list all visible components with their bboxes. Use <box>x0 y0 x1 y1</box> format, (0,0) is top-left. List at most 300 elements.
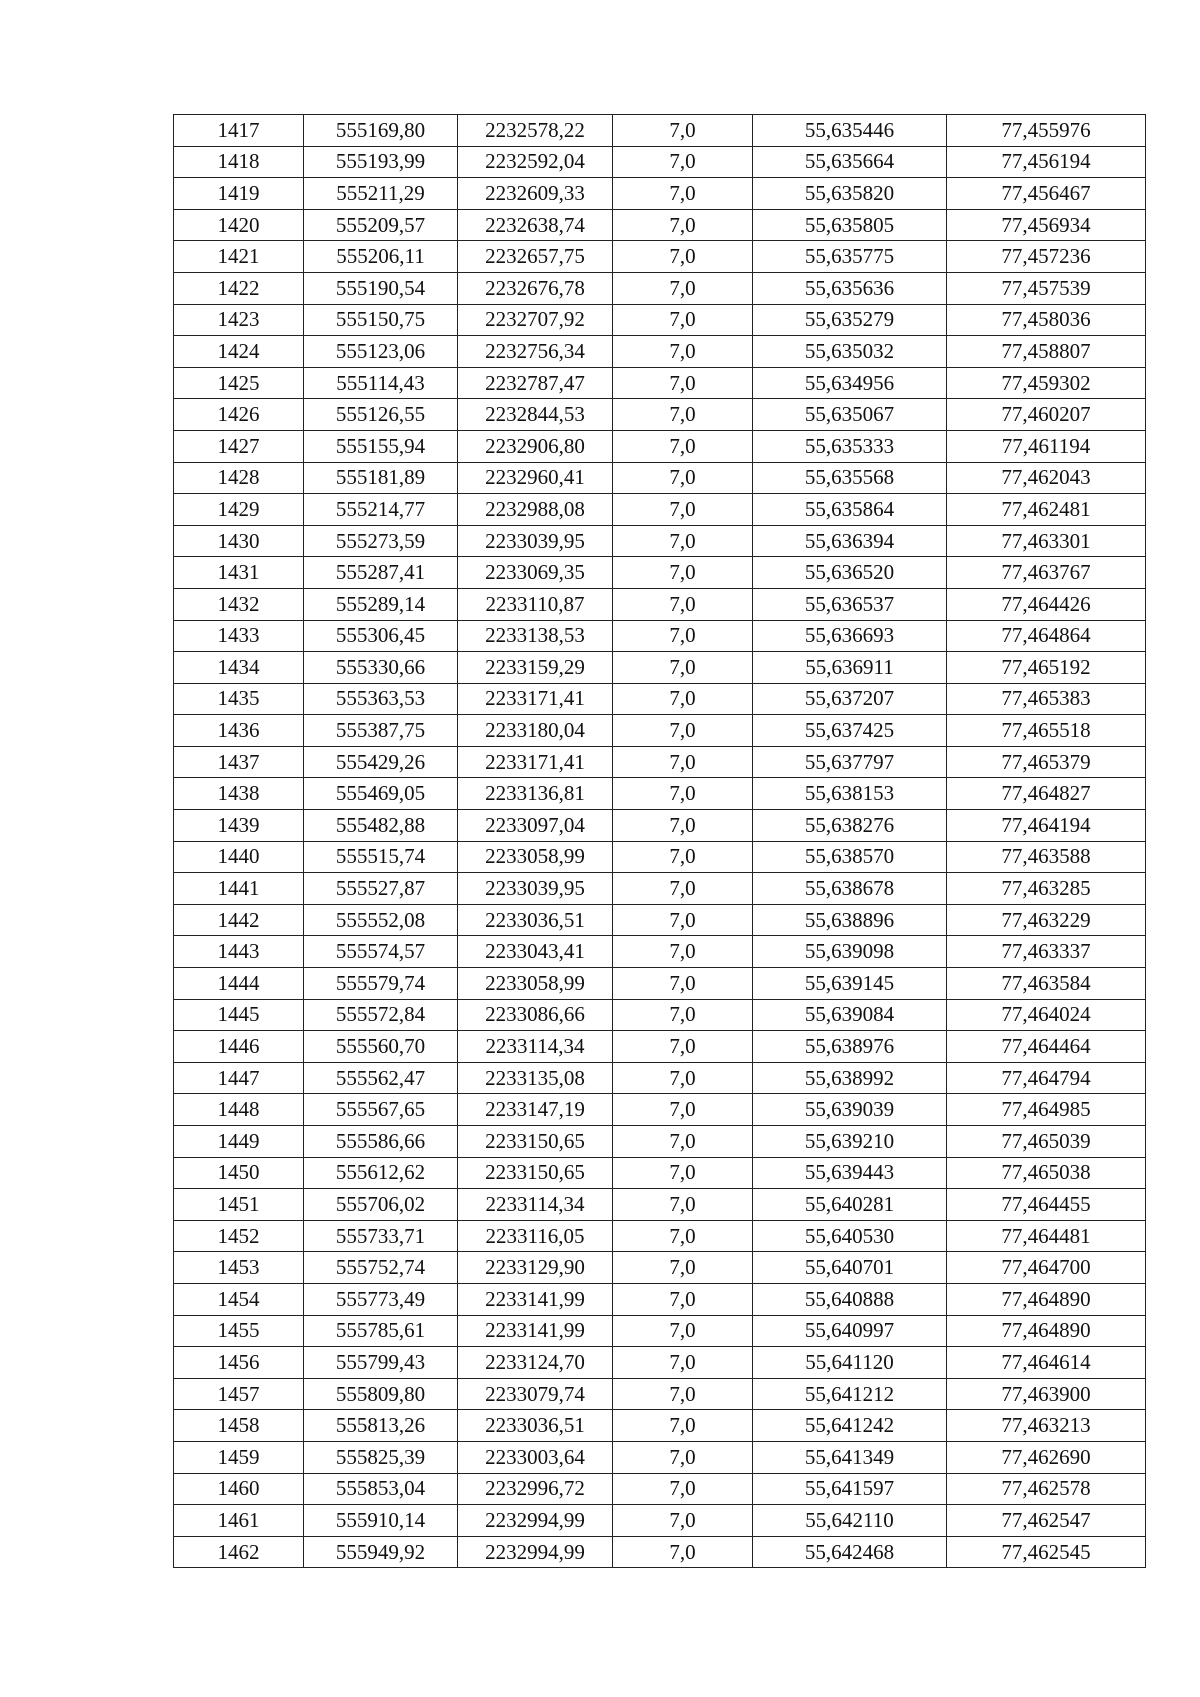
latitude-cell: 55,638153 <box>753 778 947 810</box>
y-coordinate-cell: 2233147,19 <box>458 1094 613 1126</box>
y-coordinate-cell: 2232592,04 <box>458 146 613 178</box>
precision-cell: 7,0 <box>613 399 753 431</box>
point-number-cell: 1441 <box>174 873 304 905</box>
point-number-cell: 1440 <box>174 841 304 873</box>
x-coordinate-cell: 555150,75 <box>304 304 458 336</box>
latitude-cell: 55,639210 <box>753 1126 947 1158</box>
latitude-cell: 55,635446 <box>753 115 947 147</box>
table-row <box>174 1505 1146 1537</box>
point-number-cell: 1439 <box>174 810 304 842</box>
longitude-cell: 77,464614 <box>947 1347 1146 1379</box>
latitude-cell: 55,639084 <box>753 999 947 1031</box>
longitude-cell: 77,462547 <box>947 1505 1146 1537</box>
longitude-cell: 77,456467 <box>947 178 1146 210</box>
longitude-cell: 77,463767 <box>947 557 1146 589</box>
y-coordinate-cell: 2233110,87 <box>458 588 613 620</box>
point-number-cell: 1444 <box>174 968 304 1000</box>
precision-cell: 7,0 <box>613 336 753 368</box>
longitude-cell: 77,461194 <box>947 430 1146 462</box>
table-row <box>174 209 1146 241</box>
y-coordinate-cell: 2233003,64 <box>458 1441 613 1473</box>
x-coordinate-cell: 555429,26 <box>304 746 458 778</box>
latitude-cell: 55,636394 <box>753 525 947 557</box>
longitude-cell: 77,459302 <box>947 367 1146 399</box>
precision-cell: 7,0 <box>613 746 753 778</box>
latitude-cell: 55,638896 <box>753 904 947 936</box>
point-number-cell: 1446 <box>174 1031 304 1063</box>
y-coordinate-cell: 2233141,99 <box>458 1315 613 1347</box>
x-coordinate-cell: 555853,04 <box>304 1473 458 1505</box>
y-coordinate-cell: 2232787,47 <box>458 367 613 399</box>
longitude-cell: 77,458807 <box>947 336 1146 368</box>
x-coordinate-cell: 555287,41 <box>304 557 458 589</box>
point-number-cell: 1457 <box>174 1378 304 1410</box>
y-coordinate-cell: 2232994,99 <box>458 1505 613 1537</box>
table-row <box>174 1315 1146 1347</box>
latitude-cell: 55,640997 <box>753 1315 947 1347</box>
y-coordinate-cell: 2232756,34 <box>458 336 613 368</box>
longitude-cell: 77,464890 <box>947 1283 1146 1315</box>
precision-cell: 7,0 <box>613 272 753 304</box>
table-row <box>174 1378 1146 1410</box>
latitude-cell: 55,640701 <box>753 1252 947 1284</box>
precision-cell: 7,0 <box>613 1220 753 1252</box>
y-coordinate-cell: 2233124,70 <box>458 1347 613 1379</box>
x-coordinate-cell: 555527,87 <box>304 873 458 905</box>
precision-cell: 7,0 <box>613 525 753 557</box>
longitude-cell: 77,464455 <box>947 1189 1146 1221</box>
longitude-cell: 77,463301 <box>947 525 1146 557</box>
longitude-cell: 77,465192 <box>947 652 1146 684</box>
y-coordinate-cell: 2232960,41 <box>458 462 613 494</box>
x-coordinate-cell: 555123,06 <box>304 336 458 368</box>
table-row <box>174 430 1146 462</box>
y-coordinate-cell: 2233079,74 <box>458 1378 613 1410</box>
table-row <box>174 999 1146 1031</box>
latitude-cell: 55,635568 <box>753 462 947 494</box>
point-number-cell: 1438 <box>174 778 304 810</box>
x-coordinate-cell: 555706,02 <box>304 1189 458 1221</box>
x-coordinate-cell: 555206,11 <box>304 241 458 273</box>
precision-cell: 7,0 <box>613 1378 753 1410</box>
table-row <box>174 1347 1146 1379</box>
y-coordinate-cell: 2233150,65 <box>458 1126 613 1158</box>
point-number-cell: 1455 <box>174 1315 304 1347</box>
table-row <box>174 873 1146 905</box>
x-coordinate-cell: 555181,89 <box>304 462 458 494</box>
y-coordinate-cell: 2233043,41 <box>458 936 613 968</box>
y-coordinate-cell: 2233036,51 <box>458 904 613 936</box>
point-number-cell: 1460 <box>174 1473 304 1505</box>
precision-cell: 7,0 <box>613 715 753 747</box>
latitude-cell: 55,641120 <box>753 1347 947 1379</box>
table-row <box>174 1189 1146 1221</box>
point-number-cell: 1422 <box>174 272 304 304</box>
x-coordinate-cell: 555330,66 <box>304 652 458 684</box>
latitude-cell: 55,639145 <box>753 968 947 1000</box>
point-number-cell: 1424 <box>174 336 304 368</box>
longitude-cell: 77,462578 <box>947 1473 1146 1505</box>
longitude-cell: 77,460207 <box>947 399 1146 431</box>
precision-cell: 7,0 <box>613 1473 753 1505</box>
latitude-cell: 55,634956 <box>753 367 947 399</box>
precision-cell: 7,0 <box>613 1031 753 1063</box>
longitude-cell: 77,465038 <box>947 1157 1146 1189</box>
table-row <box>174 1283 1146 1315</box>
point-number-cell: 1448 <box>174 1094 304 1126</box>
y-coordinate-cell: 2233114,34 <box>458 1031 613 1063</box>
point-number-cell: 1459 <box>174 1441 304 1473</box>
x-coordinate-cell: 555785,61 <box>304 1315 458 1347</box>
y-coordinate-cell: 2232578,22 <box>458 115 613 147</box>
longitude-cell: 77,465518 <box>947 715 1146 747</box>
coordinates-table-body <box>174 115 1146 1568</box>
precision-cell: 7,0 <box>613 1315 753 1347</box>
point-number-cell: 1462 <box>174 1536 304 1568</box>
point-number-cell: 1418 <box>174 146 304 178</box>
y-coordinate-cell: 2233097,04 <box>458 810 613 842</box>
precision-cell: 7,0 <box>613 968 753 1000</box>
y-coordinate-cell: 2233150,65 <box>458 1157 613 1189</box>
table-row <box>174 1441 1146 1473</box>
point-number-cell: 1458 <box>174 1410 304 1442</box>
longitude-cell: 77,464890 <box>947 1315 1146 1347</box>
x-coordinate-cell: 555209,57 <box>304 209 458 241</box>
y-coordinate-cell: 2233171,41 <box>458 683 613 715</box>
longitude-cell: 77,464794 <box>947 1062 1146 1094</box>
longitude-cell: 77,458036 <box>947 304 1146 336</box>
longitude-cell: 77,464827 <box>947 778 1146 810</box>
x-coordinate-cell: 555825,39 <box>304 1441 458 1473</box>
point-number-cell: 1419 <box>174 178 304 210</box>
x-coordinate-cell: 555752,74 <box>304 1252 458 1284</box>
point-number-cell: 1447 <box>174 1062 304 1094</box>
y-coordinate-cell: 2233114,34 <box>458 1189 613 1221</box>
latitude-cell: 55,636693 <box>753 620 947 652</box>
table-row <box>174 304 1146 336</box>
precision-cell: 7,0 <box>613 462 753 494</box>
longitude-cell: 77,464864 <box>947 620 1146 652</box>
point-number-cell: 1456 <box>174 1347 304 1379</box>
point-number-cell: 1420 <box>174 209 304 241</box>
table-row <box>174 1062 1146 1094</box>
precision-cell: 7,0 <box>613 494 753 526</box>
y-coordinate-cell: 2233141,99 <box>458 1283 613 1315</box>
point-number-cell: 1430 <box>174 525 304 557</box>
longitude-cell: 77,463900 <box>947 1378 1146 1410</box>
table-row <box>174 494 1146 526</box>
precision-cell: 7,0 <box>613 778 753 810</box>
longitude-cell: 77,465383 <box>947 683 1146 715</box>
latitude-cell: 55,635067 <box>753 399 947 431</box>
coordinates-table <box>173 114 1146 1568</box>
y-coordinate-cell: 2233086,66 <box>458 999 613 1031</box>
longitude-cell: 77,465379 <box>947 746 1146 778</box>
longitude-cell: 77,462481 <box>947 494 1146 526</box>
longitude-cell: 77,464700 <box>947 1252 1146 1284</box>
y-coordinate-cell: 2232657,75 <box>458 241 613 273</box>
table-row <box>174 841 1146 873</box>
latitude-cell: 55,636911 <box>753 652 947 684</box>
point-number-cell: 1429 <box>174 494 304 526</box>
precision-cell: 7,0 <box>613 209 753 241</box>
x-coordinate-cell: 555482,88 <box>304 810 458 842</box>
x-coordinate-cell: 555193,99 <box>304 146 458 178</box>
x-coordinate-cell: 555363,53 <box>304 683 458 715</box>
x-coordinate-cell: 555949,92 <box>304 1536 458 1568</box>
longitude-cell: 77,464426 <box>947 588 1146 620</box>
latitude-cell: 55,635775 <box>753 241 947 273</box>
y-coordinate-cell: 2233036,51 <box>458 1410 613 1442</box>
longitude-cell: 77,464194 <box>947 810 1146 842</box>
y-coordinate-cell: 2233039,95 <box>458 873 613 905</box>
x-coordinate-cell: 555612,62 <box>304 1157 458 1189</box>
precision-cell: 7,0 <box>613 1062 753 1094</box>
latitude-cell: 55,638976 <box>753 1031 947 1063</box>
point-number-cell: 1428 <box>174 462 304 494</box>
precision-cell: 7,0 <box>613 1126 753 1158</box>
table-row <box>174 1126 1146 1158</box>
x-coordinate-cell: 555579,74 <box>304 968 458 1000</box>
x-coordinate-cell: 555126,55 <box>304 399 458 431</box>
point-number-cell: 1433 <box>174 620 304 652</box>
latitude-cell: 55,635805 <box>753 209 947 241</box>
y-coordinate-cell: 2232707,92 <box>458 304 613 336</box>
y-coordinate-cell: 2233039,95 <box>458 525 613 557</box>
y-coordinate-cell: 2233069,35 <box>458 557 613 589</box>
latitude-cell: 55,638570 <box>753 841 947 873</box>
table-row <box>174 968 1146 1000</box>
precision-cell: 7,0 <box>613 1094 753 1126</box>
x-coordinate-cell: 555572,84 <box>304 999 458 1031</box>
point-number-cell: 1449 <box>174 1126 304 1158</box>
table-row <box>174 620 1146 652</box>
longitude-cell: 77,464464 <box>947 1031 1146 1063</box>
x-coordinate-cell: 555155,94 <box>304 430 458 462</box>
table-row <box>174 1252 1146 1284</box>
table-row <box>174 588 1146 620</box>
table-row <box>174 1473 1146 1505</box>
x-coordinate-cell: 555560,70 <box>304 1031 458 1063</box>
x-coordinate-cell: 555809,80 <box>304 1378 458 1410</box>
longitude-cell: 77,463588 <box>947 841 1146 873</box>
latitude-cell: 55,635636 <box>753 272 947 304</box>
table-row <box>174 272 1146 304</box>
latitude-cell: 55,641597 <box>753 1473 947 1505</box>
latitude-cell: 55,635664 <box>753 146 947 178</box>
point-number-cell: 1426 <box>174 399 304 431</box>
latitude-cell: 55,635333 <box>753 430 947 462</box>
x-coordinate-cell: 555289,14 <box>304 588 458 620</box>
longitude-cell: 77,462690 <box>947 1441 1146 1473</box>
table-row <box>174 146 1146 178</box>
longitude-cell: 77,463213 <box>947 1410 1146 1442</box>
precision-cell: 7,0 <box>613 1536 753 1568</box>
point-number-cell: 1417 <box>174 115 304 147</box>
longitude-cell: 77,456194 <box>947 146 1146 178</box>
x-coordinate-cell: 555562,47 <box>304 1062 458 1094</box>
latitude-cell: 55,640530 <box>753 1220 947 1252</box>
precision-cell: 7,0 <box>613 683 753 715</box>
latitude-cell: 55,637425 <box>753 715 947 747</box>
latitude-cell: 55,638992 <box>753 1062 947 1094</box>
table-row <box>174 1031 1146 1063</box>
precision-cell: 7,0 <box>613 115 753 147</box>
x-coordinate-cell: 555586,66 <box>304 1126 458 1158</box>
latitude-cell: 55,640281 <box>753 1189 947 1221</box>
point-number-cell: 1437 <box>174 746 304 778</box>
precision-cell: 7,0 <box>613 999 753 1031</box>
y-coordinate-cell: 2233138,53 <box>458 620 613 652</box>
precision-cell: 7,0 <box>613 1347 753 1379</box>
y-coordinate-cell: 2233058,99 <box>458 841 613 873</box>
x-coordinate-cell: 555733,71 <box>304 1220 458 1252</box>
precision-cell: 7,0 <box>613 178 753 210</box>
table-row <box>174 1220 1146 1252</box>
table-row <box>174 178 1146 210</box>
point-number-cell: 1435 <box>174 683 304 715</box>
longitude-cell: 77,463229 <box>947 904 1146 936</box>
precision-cell: 7,0 <box>613 304 753 336</box>
latitude-cell: 55,635279 <box>753 304 947 336</box>
y-coordinate-cell: 2232609,33 <box>458 178 613 210</box>
x-coordinate-cell: 555273,59 <box>304 525 458 557</box>
point-number-cell: 1427 <box>174 430 304 462</box>
longitude-cell: 77,457539 <box>947 272 1146 304</box>
y-coordinate-cell: 2233171,41 <box>458 746 613 778</box>
y-coordinate-cell: 2232994,99 <box>458 1536 613 1568</box>
x-coordinate-cell: 555190,54 <box>304 272 458 304</box>
y-coordinate-cell: 2233135,08 <box>458 1062 613 1094</box>
table-row <box>174 1410 1146 1442</box>
precision-cell: 7,0 <box>613 557 753 589</box>
y-coordinate-cell: 2233116,05 <box>458 1220 613 1252</box>
latitude-cell: 55,637797 <box>753 746 947 778</box>
point-number-cell: 1432 <box>174 588 304 620</box>
table-row <box>174 115 1146 147</box>
y-coordinate-cell: 2232988,08 <box>458 494 613 526</box>
precision-cell: 7,0 <box>613 146 753 178</box>
precision-cell: 7,0 <box>613 904 753 936</box>
latitude-cell: 55,638276 <box>753 810 947 842</box>
precision-cell: 7,0 <box>613 1441 753 1473</box>
precision-cell: 7,0 <box>613 588 753 620</box>
precision-cell: 7,0 <box>613 241 753 273</box>
table-row <box>174 778 1146 810</box>
x-coordinate-cell: 555552,08 <box>304 904 458 936</box>
table-row <box>174 557 1146 589</box>
point-number-cell: 1445 <box>174 999 304 1031</box>
longitude-cell: 77,465039 <box>947 1126 1146 1158</box>
latitude-cell: 55,637207 <box>753 683 947 715</box>
precision-cell: 7,0 <box>613 1157 753 1189</box>
x-coordinate-cell: 555813,26 <box>304 1410 458 1442</box>
x-coordinate-cell: 555169,80 <box>304 115 458 147</box>
x-coordinate-cell: 555387,75 <box>304 715 458 747</box>
table-row <box>174 525 1146 557</box>
point-number-cell: 1452 <box>174 1220 304 1252</box>
precision-cell: 7,0 <box>613 367 753 399</box>
y-coordinate-cell: 2232996,72 <box>458 1473 613 1505</box>
latitude-cell: 55,639443 <box>753 1157 947 1189</box>
table-row <box>174 715 1146 747</box>
latitude-cell: 55,641212 <box>753 1378 947 1410</box>
point-number-cell: 1442 <box>174 904 304 936</box>
latitude-cell: 55,641242 <box>753 1410 947 1442</box>
latitude-cell: 55,640888 <box>753 1283 947 1315</box>
precision-cell: 7,0 <box>613 1410 753 1442</box>
y-coordinate-cell: 2232676,78 <box>458 272 613 304</box>
y-coordinate-cell: 2233180,04 <box>458 715 613 747</box>
x-coordinate-cell: 555469,05 <box>304 778 458 810</box>
longitude-cell: 77,457236 <box>947 241 1146 273</box>
latitude-cell: 55,635032 <box>753 336 947 368</box>
latitude-cell: 55,642110 <box>753 1505 947 1537</box>
table-row <box>174 336 1146 368</box>
table-row <box>174 367 1146 399</box>
table-row <box>174 1157 1146 1189</box>
latitude-cell: 55,642468 <box>753 1536 947 1568</box>
precision-cell: 7,0 <box>613 430 753 462</box>
latitude-cell: 55,638678 <box>753 873 947 905</box>
longitude-cell: 77,463337 <box>947 936 1146 968</box>
precision-cell: 7,0 <box>613 810 753 842</box>
point-number-cell: 1434 <box>174 652 304 684</box>
y-coordinate-cell: 2233136,81 <box>458 778 613 810</box>
precision-cell: 7,0 <box>613 1189 753 1221</box>
longitude-cell: 77,462545 <box>947 1536 1146 1568</box>
table-row <box>174 904 1146 936</box>
point-number-cell: 1451 <box>174 1189 304 1221</box>
y-coordinate-cell: 2233159,29 <box>458 652 613 684</box>
point-number-cell: 1436 <box>174 715 304 747</box>
point-number-cell: 1461 <box>174 1505 304 1537</box>
longitude-cell: 77,462043 <box>947 462 1146 494</box>
x-coordinate-cell: 555114,43 <box>304 367 458 399</box>
precision-cell: 7,0 <box>613 1252 753 1284</box>
point-number-cell: 1421 <box>174 241 304 273</box>
precision-cell: 7,0 <box>613 1283 753 1315</box>
x-coordinate-cell: 555515,74 <box>304 841 458 873</box>
latitude-cell: 55,636520 <box>753 557 947 589</box>
x-coordinate-cell: 555214,77 <box>304 494 458 526</box>
x-coordinate-cell: 555910,14 <box>304 1505 458 1537</box>
point-number-cell: 1425 <box>174 367 304 399</box>
x-coordinate-cell: 555773,49 <box>304 1283 458 1315</box>
y-coordinate-cell: 2232844,53 <box>458 399 613 431</box>
table-row <box>174 241 1146 273</box>
x-coordinate-cell: 555567,65 <box>304 1094 458 1126</box>
longitude-cell: 77,456934 <box>947 209 1146 241</box>
table-row <box>174 462 1146 494</box>
x-coordinate-cell: 555799,43 <box>304 1347 458 1379</box>
precision-cell: 7,0 <box>613 1505 753 1537</box>
latitude-cell: 55,641349 <box>753 1441 947 1473</box>
longitude-cell: 77,455976 <box>947 115 1146 147</box>
precision-cell: 7,0 <box>613 652 753 684</box>
x-coordinate-cell: 555306,45 <box>304 620 458 652</box>
y-coordinate-cell: 2232906,80 <box>458 430 613 462</box>
precision-cell: 7,0 <box>613 936 753 968</box>
point-number-cell: 1454 <box>174 1283 304 1315</box>
latitude-cell: 55,639098 <box>753 936 947 968</box>
table-row <box>174 1536 1146 1568</box>
y-coordinate-cell: 2232638,74 <box>458 209 613 241</box>
table-row <box>174 810 1146 842</box>
table-row <box>174 936 1146 968</box>
table-row <box>174 652 1146 684</box>
precision-cell: 7,0 <box>613 873 753 905</box>
